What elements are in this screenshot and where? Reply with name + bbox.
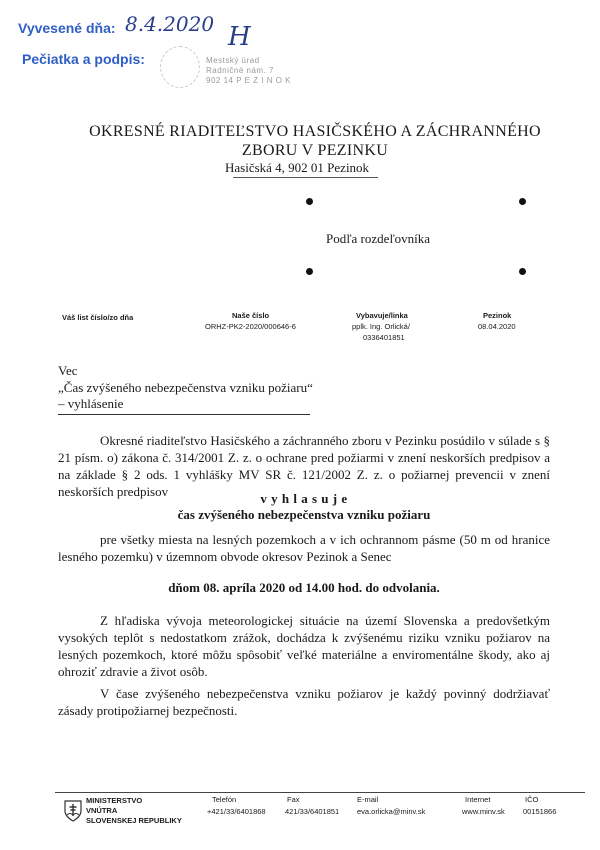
coat-of-arms-icon xyxy=(64,800,82,822)
fax-label: Fax xyxy=(287,795,300,804)
seal-label: Pečiatka a podpis: xyxy=(22,51,145,67)
corner-mark xyxy=(519,198,526,205)
corner-mark xyxy=(306,198,313,205)
footer-rule xyxy=(55,792,585,793)
handled-by-name: pplk. Ing. Orlická/ xyxy=(352,322,410,331)
subject-rule xyxy=(58,414,310,415)
internet-label: Internet xyxy=(465,795,491,804)
email-label: E-mail xyxy=(357,795,379,804)
posted-date-handwritten: 8.4.2020 xyxy=(125,12,215,36)
org-address: Hasičská 4, 902 01 Pezinok xyxy=(225,160,370,175)
handled-by-label: Vybavuje/linka xyxy=(356,311,408,320)
date-of-effect: dňom 08. apríla 2020 od 14.00 hod. do odvolania. xyxy=(168,580,440,595)
our-number-value: ORHZ-PK2-2020/000646-6 xyxy=(205,322,296,331)
fax-value: 421/33/6401851 xyxy=(285,807,340,816)
letter-date: 08.04.2020 xyxy=(478,322,516,331)
seal-emblem xyxy=(160,46,200,88)
subject-line1: „Čas zvýšeného nebezpečenstva vzniku požiaru“ xyxy=(58,380,313,395)
header-rule xyxy=(233,177,378,178)
ministry-line1: MINISTERSTVO xyxy=(86,796,143,805)
ministry-line3: SLOVENSKEJ REPUBLIKY xyxy=(86,816,182,825)
your-letter-label: Váš list číslo/zo dňa xyxy=(62,313,134,322)
org-name xyxy=(40,122,590,160)
declares-heading: v y h l a s u j e xyxy=(260,491,348,506)
body-paragraph-1: Okresné riaditeľstvo Hasičského a záchranného zboru v Pezinku posúdilo v súlade s § 21 písm. o) zákona č. 314/2001 Z. z. o ochrane pred požiarmi v znení neskorších predpisov a na základe § 2 ods. 1 vyhlášky MV SR č. 121/2002 Z. z. o požiarnej prevencii v znení neskorších predpisov xyxy=(58,433,550,499)
seal-line: Mestský úrad xyxy=(206,56,260,65)
corner-mark xyxy=(519,268,526,275)
posted-signature: H xyxy=(228,22,251,52)
place-label: Pezinok xyxy=(483,311,512,320)
corner-mark xyxy=(306,268,313,275)
posted-label: Vyvesené dňa: xyxy=(18,20,116,36)
declares-subject: čas zvýšeného nebezpečenstva vzniku požiaru xyxy=(177,507,431,522)
ministry-name xyxy=(86,796,182,826)
org-name-line1: OKRESNÉ RIADITEĽSTVO HASIČSKÉHO A ZÁCHRANNÉHO xyxy=(89,123,541,140)
ico-value: 00151866 xyxy=(523,807,557,816)
seal-line: Radničné nám. 7 xyxy=(206,66,274,75)
ico-label: IČO xyxy=(525,795,539,804)
our-number-label: Naše číslo xyxy=(232,311,270,320)
website-link[interactable]: www.minv.sk xyxy=(462,807,505,816)
recipient: Podľa rozdeľovníka xyxy=(326,231,431,246)
body-paragraph-2: pre všetky miesta na lesných pozemkoch a v ich ochrannom pásme (50 m od hranice lesného pozemku) v územnom obvode okresov Pezinok a Senec xyxy=(58,532,550,564)
seal-text xyxy=(206,56,291,86)
body-paragraph-4: V čase zvýšeného nebezpečenstva vzniku požiarov je každý povinný dodržiavať zásady protipožiarnej bezpečnosti. xyxy=(58,686,550,718)
email-link[interactable]: eva.orlicka@minv.sk xyxy=(357,807,426,816)
seal-line: 902 14 P E Z I N O K xyxy=(206,76,291,85)
phone-label: Telefón xyxy=(212,795,237,804)
handled-by-phone: 0336401851 xyxy=(363,333,405,342)
phone-value: +421/33/6401868 xyxy=(207,807,266,816)
subject-label: Vec xyxy=(58,363,78,378)
org-name-line2: ZBORU V PEZINKU xyxy=(241,142,389,159)
subject-line2: – vyhlásenie xyxy=(58,396,124,411)
ministry-line2: VNÚTRA xyxy=(86,806,118,815)
body-paragraph-3: Z hľadiska vývoja meteorologickej situácie na území Slovenska a predovšetkým vysokých teplôt s nedostatkom zrážok, dochádza k zvýšenému riziku vzniku požiarov na lesných pozemkoch, ktoré môžu spôsobiť veľké materiálne a enviromentálne škody, ako aj ohroziť zdravie a život osôb. xyxy=(58,613,550,679)
